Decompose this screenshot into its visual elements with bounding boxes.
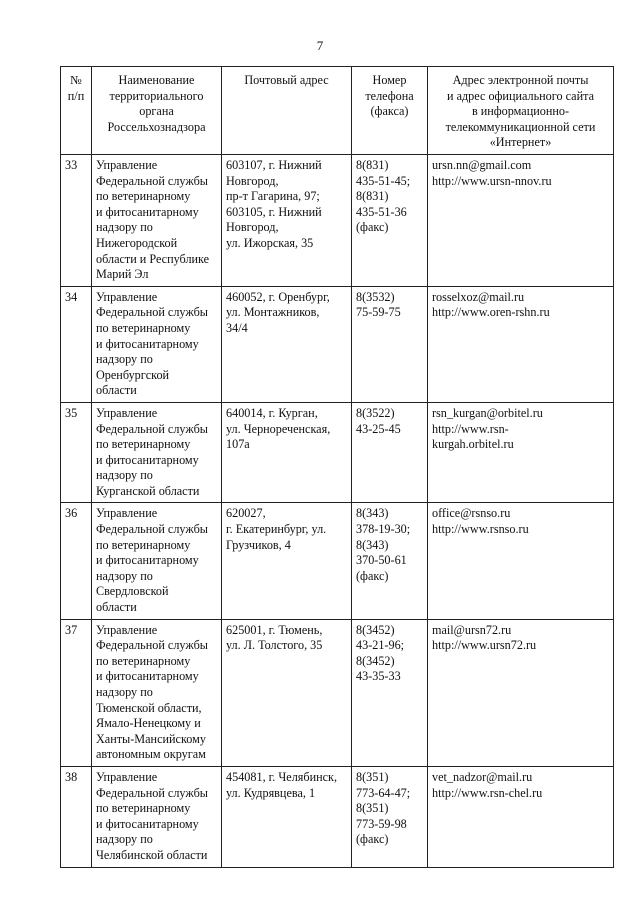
cell-line: Управление bbox=[96, 622, 158, 637]
cell-postal-address bbox=[222, 503, 352, 619]
cell-line: (факс) bbox=[356, 220, 389, 235]
cell-line: http://www.rsn-chel.ru bbox=[432, 785, 543, 800]
cell-postal-address bbox=[222, 766, 352, 867]
cell-postal-address bbox=[222, 619, 352, 766]
cell-phone bbox=[352, 766, 428, 867]
cell-email-website bbox=[428, 619, 614, 766]
cell-line: Грузчиков, 4 bbox=[226, 537, 291, 552]
cell-line: и фитосанитарному bbox=[96, 553, 199, 568]
cell-line: rsn_kurgan@orbitel.ru bbox=[432, 405, 543, 420]
cell-line: г. Екатеринбург, ул. bbox=[226, 522, 327, 537]
table-row bbox=[61, 402, 614, 503]
cell-line: Тюменской области, bbox=[96, 700, 202, 715]
cell-line: 34/4 bbox=[226, 320, 248, 335]
cell-line: ул. Кудрявцева, 1 bbox=[226, 785, 316, 800]
cell-line: mail@ursn72.ru bbox=[432, 622, 512, 637]
cell-phone bbox=[352, 155, 428, 287]
cell-phone bbox=[352, 619, 428, 766]
row-number: 36 bbox=[61, 503, 92, 619]
cell-line: надзору по bbox=[96, 220, 153, 235]
cell-line: Новгород, bbox=[226, 220, 279, 235]
cell-email-website bbox=[428, 766, 614, 867]
cell-line: Челябинской области bbox=[96, 847, 208, 862]
cell-line: по ветеринарному bbox=[96, 320, 191, 335]
cell-line: ул. Чернореченская, bbox=[226, 421, 331, 436]
cell-line: ул. Ижорская, 35 bbox=[226, 235, 314, 250]
cell-line: 603107, г. Нижний bbox=[226, 158, 322, 172]
territorial-bodies-table bbox=[60, 66, 614, 868]
cell-line: http://www.ursn72.ru bbox=[432, 638, 537, 653]
cell-line: надзору по bbox=[96, 468, 153, 483]
cell-phone bbox=[352, 402, 428, 503]
cell-line: 8(3452) bbox=[356, 622, 395, 637]
header-line: телефона bbox=[365, 88, 414, 103]
header-postal-address bbox=[222, 67, 352, 155]
cell-line: ursn.nn@gmail.com bbox=[432, 158, 532, 172]
cell-line: Управление bbox=[96, 158, 158, 172]
cell-line: 625001, г. Тюмень, bbox=[226, 622, 323, 637]
cell-line: 75-59-75 bbox=[356, 305, 401, 320]
cell-line: и фитосанитарному bbox=[96, 452, 199, 467]
table-body bbox=[61, 155, 614, 868]
cell-line: Свердловской bbox=[96, 584, 169, 599]
table-row bbox=[61, 766, 614, 867]
cell-line: надзору по bbox=[96, 352, 153, 367]
table-row bbox=[61, 503, 614, 619]
cell-line: надзору по bbox=[96, 832, 153, 847]
header-line: «Интернет» bbox=[489, 135, 552, 150]
cell-line: 8(351) bbox=[356, 801, 389, 816]
cell-line: 8(3452) bbox=[356, 653, 395, 668]
cell-line: Федеральной службы bbox=[96, 785, 208, 800]
cell-line: надзору по bbox=[96, 685, 153, 699]
cell-line: по ветеринарному bbox=[96, 437, 191, 452]
header-line: территориального bbox=[109, 88, 204, 103]
cell-line: области bbox=[96, 600, 137, 615]
cell-line: 8(343) bbox=[356, 537, 389, 552]
cell-line: по ветеринарному bbox=[96, 537, 191, 552]
cell-line: 43-21-96; bbox=[356, 638, 405, 653]
header-body-name bbox=[92, 67, 222, 155]
cell-body-name bbox=[92, 402, 222, 503]
row-number: 34 bbox=[61, 286, 92, 402]
cell-line: Курганской области bbox=[96, 483, 200, 498]
cell-email-website bbox=[428, 155, 614, 287]
cell-line: 620027, bbox=[226, 506, 266, 521]
cell-line: (факс) bbox=[356, 568, 389, 583]
cell-line: по ветеринарному bbox=[96, 653, 191, 668]
cell-line: и фитосанитарному bbox=[96, 204, 199, 219]
header-line: Адрес электронной почты bbox=[452, 73, 589, 87]
cell-line: 640014, г. Курган, bbox=[226, 405, 318, 420]
cell-line: ул. Монтажников, bbox=[226, 305, 320, 320]
header-line: телекоммуникационной сети bbox=[445, 119, 596, 134]
cell-line: Федеральной службы bbox=[96, 638, 208, 653]
table-header-row bbox=[61, 67, 614, 155]
cell-body-name bbox=[92, 503, 222, 619]
cell-line: Ямало-Ненецкому и bbox=[96, 716, 201, 731]
cell-line: Федеральной службы bbox=[96, 173, 208, 188]
cell-line: 603105, г. Нижний bbox=[226, 204, 322, 219]
cell-line: 43-25-45 bbox=[356, 421, 401, 436]
header-email-website bbox=[428, 67, 614, 155]
cell-email-website bbox=[428, 402, 614, 503]
cell-line: 107а bbox=[226, 437, 250, 452]
row-number: 35 bbox=[61, 402, 92, 503]
cell-line: http://www.oren-rshn.ru bbox=[432, 305, 550, 320]
cell-line: Управление bbox=[96, 769, 158, 784]
cell-email-website bbox=[428, 503, 614, 619]
table-row bbox=[61, 155, 614, 287]
cell-line: rosselxoz@mail.ru bbox=[432, 289, 525, 304]
cell-line: надзору по bbox=[96, 568, 153, 583]
cell-line: kurgah.orbitel.ru bbox=[432, 437, 514, 452]
cell-line: 8(831) bbox=[356, 158, 389, 172]
cell-line: области и Республике bbox=[96, 251, 210, 266]
header-line: (факса) bbox=[370, 104, 409, 119]
row-number: 33 bbox=[61, 155, 92, 287]
header-line: и адрес официального сайта bbox=[447, 88, 594, 103]
header-line: в информационно- bbox=[471, 104, 570, 119]
header-line: Россельхознадзора bbox=[107, 119, 206, 134]
cell-line: 460052, г. Оренбург, bbox=[226, 289, 330, 304]
cell-line: 435-51-36 bbox=[356, 204, 407, 219]
cell-line: (факс) bbox=[356, 832, 389, 847]
cell-line: http://www.rsn- bbox=[432, 421, 509, 436]
cell-line: по ветеринарному bbox=[96, 801, 191, 816]
cell-line: по ветеринарному bbox=[96, 189, 191, 204]
cell-postal-address bbox=[222, 155, 352, 287]
cell-line: Управление bbox=[96, 405, 158, 420]
cell-email-website bbox=[428, 286, 614, 402]
cell-phone bbox=[352, 503, 428, 619]
header-line: № bbox=[70, 73, 82, 87]
table-row bbox=[61, 286, 614, 402]
cell-line: Управление bbox=[96, 506, 158, 521]
cell-line: 8(3522) bbox=[356, 405, 395, 420]
cell-postal-address bbox=[222, 402, 352, 503]
header-number bbox=[61, 67, 92, 155]
cell-postal-address bbox=[222, 286, 352, 402]
cell-line: http://www.rsnso.ru bbox=[432, 522, 529, 537]
cell-line: Федеральной службы bbox=[96, 421, 208, 436]
row-number: 37 bbox=[61, 619, 92, 766]
cell-line: Марий Эл bbox=[96, 267, 149, 282]
cell-line: 43-35-33 bbox=[356, 669, 401, 684]
cell-body-name bbox=[92, 286, 222, 402]
cell-line: и фитосанитарному bbox=[96, 816, 199, 831]
cell-line: 435-51-45; bbox=[356, 173, 411, 188]
cell-line: 8(831) bbox=[356, 189, 389, 204]
cell-line: и фитосанитарному bbox=[96, 669, 199, 684]
header-line: Почтовый адрес bbox=[244, 73, 329, 87]
cell-phone bbox=[352, 286, 428, 402]
header-line: Номер bbox=[372, 73, 407, 87]
header-phone bbox=[352, 67, 428, 155]
cell-line: Федеральной службы bbox=[96, 522, 208, 537]
cell-line: 454081, г. Челябинск, bbox=[226, 769, 338, 784]
cell-line: Федеральной службы bbox=[96, 305, 208, 320]
cell-line: Управление bbox=[96, 289, 158, 304]
cell-line: области bbox=[96, 383, 137, 398]
header-line: п/п bbox=[67, 88, 85, 103]
header-line: органа bbox=[139, 104, 174, 119]
cell-line: Новгород, bbox=[226, 173, 279, 188]
cell-line: 8(343) bbox=[356, 506, 389, 521]
table-row bbox=[61, 619, 614, 766]
page-number: 7 bbox=[316, 38, 324, 53]
cell-line: 8(351) bbox=[356, 769, 389, 784]
cell-body-name bbox=[92, 155, 222, 287]
cell-line: Нижегородской bbox=[96, 235, 178, 250]
cell-line: 8(3532) bbox=[356, 289, 395, 304]
cell-line: vet_nadzor@mail.ru bbox=[432, 769, 533, 784]
cell-line: Оренбургской bbox=[96, 367, 170, 382]
cell-line: ул. Л. Толстого, 35 bbox=[226, 638, 323, 653]
cell-line: автономным округам bbox=[96, 747, 206, 762]
cell-line: 773-64-47; bbox=[356, 785, 411, 800]
cell-line: пр-т Гагарина, 97; bbox=[226, 189, 320, 204]
cell-body-name bbox=[92, 619, 222, 766]
cell-line: 773-59-98 bbox=[356, 816, 407, 831]
cell-line: 370-50-61 bbox=[356, 553, 407, 568]
cell-line: office@rsnso.ru bbox=[432, 506, 511, 521]
cell-line: 378-19-30; bbox=[356, 522, 411, 537]
row-number: 38 bbox=[61, 766, 92, 867]
cell-line: http://www.ursn-nnov.ru bbox=[432, 173, 552, 188]
cell-line: Ханты-Мансийскому bbox=[96, 731, 206, 746]
cell-body-name bbox=[92, 766, 222, 867]
header-line: Наименование bbox=[118, 73, 195, 87]
cell-line: и фитосанитарному bbox=[96, 336, 199, 351]
